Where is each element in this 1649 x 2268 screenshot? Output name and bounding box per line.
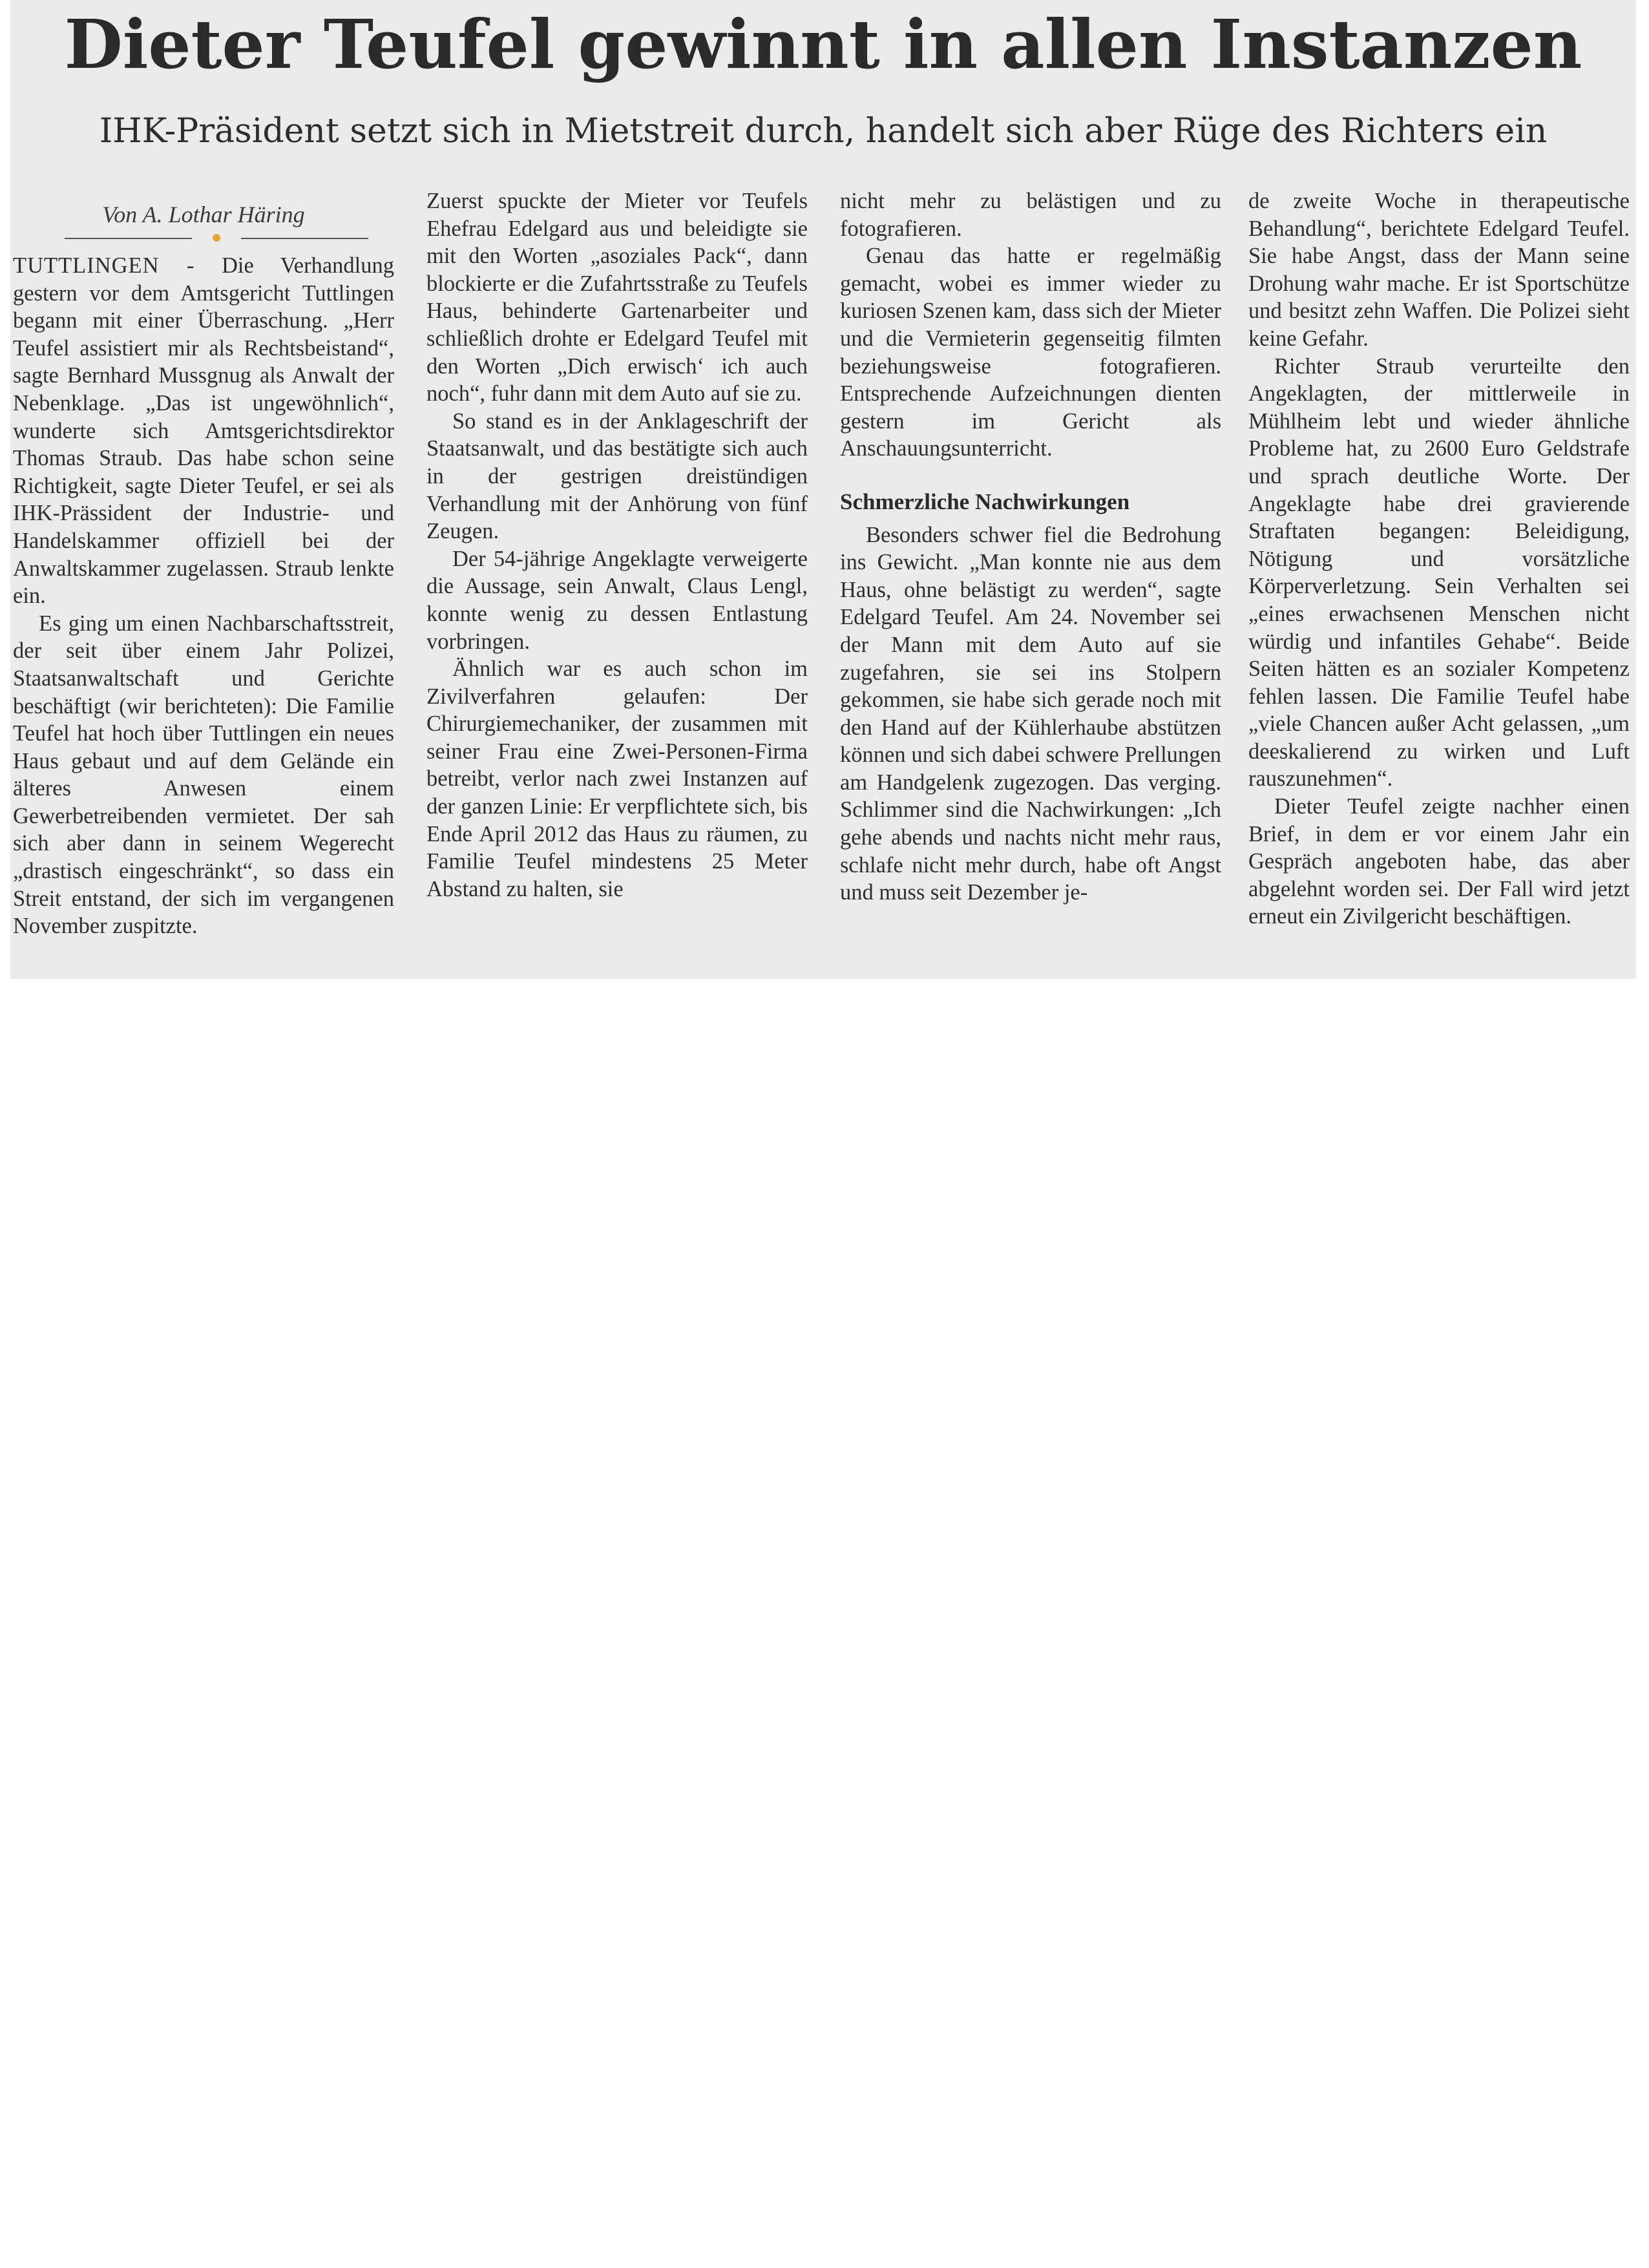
paragraph-text: Die Verhandlung gestern vor dem Amtsgericht Tuttlingen begann mit einer Überraschung. „Herr Teufel assistiert mir als Rechtsbeistand“, sagte Bernhard Mussgnug als Anwalt der Nebenklage. „Das ist ungewöhnlich“, wunderte sich Amtsgerichtsdirektor Thomas Straub. Das habe schon seine Richtigkeit, sagte Dieter Teufel, er sei als IHK-Prässident der Industrie- und Handelskammer offiziell bei der Anwaltskammer zugelassen. Straub lenkte ein. (13, 253, 394, 609)
subheadline: IHK-Präsident setzt sich in Mietstreit durch, handelt sich aber Rüge des Richters ein (99, 112, 1548, 151)
paragraph: Der 54-jährige Angeklagte verweigerte die Aussage, sein Anwalt, Claus Lengl, konnte wenig zu dessen Entlastung vorbringen. (426, 546, 808, 654)
column-4 (1248, 187, 1630, 969)
byline-divider (65, 231, 368, 248)
headline: Dieter Teufel gewinnt in allen Instanzen (64, 5, 1582, 84)
paragraph: de zweite Woche in therapeutische Behandlung“, berichtete Edelgard Teufel. Sie habe Angst, dass der Mann seine Drohung wahr mache. Er ist Sportschütze und besitzt zehn Waffen. Die Polizei sieht keine Gefahr. (1248, 189, 1630, 351)
newspaper-clipping (10, 0, 1636, 979)
paragraph: So stand es in der Anklageschrift der Staatsanwalt, und das bestätigte sich auch in der gestrigen dreistündigen Verhandlung mit der Anhörung von fünf Zeugen. (426, 408, 808, 544)
article-body (13, 187, 1635, 969)
paragraph: Besonders schwer fiel die Bedrohung ins Gewicht. „Man konnte nie aus dem Haus, ohne belästigt zu werden“, sagte Edelgard Teufel. Am 24. November sei der Mann mit dem Auto auf sie zugefahren, sie sei ins Stolpern gekommen, sie habe sich gerade noch mit den Hand auf der Kühlerhaube abstützen können und sich dabei schwere Prellungen am Handgelenk zugezogen. Das verging. Schlimmer sind die Nachwirkungen: „Ich gehe abends und nachts nicht mehr raus, schlafe nicht mehr durch, habe oft Angst und muss seit Dezember je- (840, 522, 1221, 905)
column-1 (13, 187, 394, 969)
divider-dot (213, 234, 220, 242)
column-2 (426, 187, 808, 969)
dateline: TUTTLINGEN - (13, 253, 195, 278)
paragraph (13, 252, 394, 610)
paragraph: Es ging um einen Nachbarschaftsstreit, der seit über einem Jahr Polizei, Staatsanwaltschaft und Gerichte beschäftigt (wir berichteten): Die Familie Teufel hat hoch über Tuttlingen ein neues Haus gebaut und auf dem Gelände ein älteres Anwesen einem Gewerbetreibenden vermietet. Der sah sich aber dann in seinem Wegerecht „drastisch eingeschränkt“, so dass ein Streit entstand, der sich im vergangenen November zuspitzte. (13, 611, 394, 939)
paragraph: Zuerst spuckte der Mieter vor Teufels Ehefrau Edelgard aus und beleidigte sie mit den Worten „asoziales Pack“, dann blockierte er die Zufahrtsstraße zu Teufels Haus, behinderte Gartenarbeiter und schließlich drohte er Edelgard Teufel mit den Worten „Dich erwisch‘ ich auch noch“, fuhr dann mit dem Auto auf sie zu. (426, 189, 808, 406)
paragraph: nicht mehr zu belästigen und zu fotografieren. (840, 189, 1221, 241)
paragraph: Genau das hatte er regelmäßig gemacht, wobei es immer wieder zu kuriosen Szenen kam, dass sich der Mieter und die Vermieterin gegenseitig filmten beziehungsweise fotografieren. Entsprechende Aufzeichnungen dienten gestern im Gericht als Anschauungsunterricht. (840, 244, 1221, 461)
paragraph: Dieter Teufel zeigte nachher einen Brief, in dem er vor einem Jahr ein Gespräch angeboten habe, das aber abgelehnt worden sei. Der Fall wird jetzt erneut ein Zivilgericht beschäftigen. (1248, 794, 1630, 929)
byline: Von A. Lothar Häring (102, 202, 305, 227)
paragraph: Richter Straub verurteilte den Angeklagten, der mittlerweile in Mühlheim lebt und wieder ähnliche Probleme hat, zu 2600 Euro Geldstrafe und sprach deutliche Worte. Der Angeklagte habe drei gravierende Straftaten begangen: Beleidigung, Nötigung und vorsätzliche Körperverletzung. Sein Verhalten sei „eines erwachsenen Menschen nicht würdig und infantiles Gehabe“. Beide Seiten hätten es an sozialer Kompetenz fehlen lassen. Die Familie Teufel habe „viele Chancen außer Acht gelassen, „um deeskalierend zu wirken und Luft rauszunehmen“. (1248, 353, 1630, 792)
divider-line-right (241, 238, 368, 239)
divider-line-left (65, 238, 192, 239)
section-subhead: Schmerzliche Nachwirkungen (840, 488, 1130, 514)
paragraph: Ähnlich war es auch schon im Zivilverfahren gelaufen: Der Chirurgiemechaniker, der zusammen mit seiner Frau eine Zwei-Personen-Firma betreibt, verlor nach zwei Instanzen auf der ganzen Linie: Er verpflichtete sich, bis Ende April 2012 das Haus zu räumen, zu Familie Teufel mindestens 25 Meter Abstand zu halten, sie (426, 656, 808, 901)
column-3 (840, 187, 1221, 969)
